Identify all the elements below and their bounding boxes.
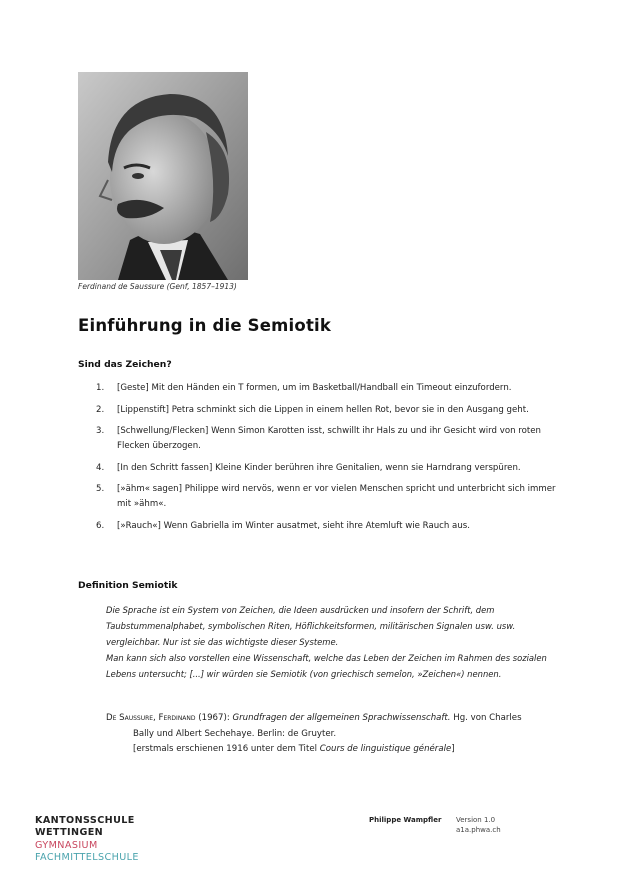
saussure-quote bbox=[106, 602, 556, 682]
list-item bbox=[96, 519, 566, 534]
reference-note-end: ] bbox=[451, 744, 455, 754]
question-list bbox=[96, 381, 566, 540]
footer-author: Philippe Wampfler bbox=[369, 816, 442, 824]
quote-paragraph-2: Man kann sich also vorstellen eine Wissenschaft, welche das Leben der Zeichen im Rahmen des sozialen Lebens untersucht; [...] wir würden sie Semiotik (von griechisch semeîon, »Zeichen«) nennen. bbox=[106, 653, 547, 679]
list-item bbox=[96, 424, 566, 454]
footer-version bbox=[456, 816, 501, 835]
reference-title: Grundfragen der allgemeinen Sprachwissenschaft. bbox=[232, 713, 451, 723]
list-number: 6. bbox=[96, 520, 105, 531]
list-number: 4. bbox=[96, 462, 105, 473]
list-item bbox=[96, 482, 566, 512]
bibliographic-reference bbox=[106, 711, 566, 758]
logo-line: WETTINGEN bbox=[35, 827, 104, 839]
questions-heading: Sind das Zeichen? bbox=[78, 359, 172, 370]
list-text: [Geste] Mit den Händen ein T formen, um im Basketball/Handball ein Timeout einzufordern. bbox=[117, 383, 512, 393]
list-text: [Schwellung/Flecken] Wenn Simon Karotten isst, schwillt ihr Hals zu und ihr Gesicht wird von roten Flecken überzogen. bbox=[117, 426, 541, 451]
portrait-caption: Ferdinand de Saussure (Genf, 1857–1913) bbox=[78, 282, 237, 291]
school-logo bbox=[35, 815, 139, 865]
list-number: 2. bbox=[96, 404, 105, 415]
portrait-image bbox=[78, 72, 248, 280]
list-item bbox=[96, 381, 566, 396]
version-label: Version 1.0 bbox=[456, 816, 496, 824]
reference-line-2: Bally und Albert Sechehaye. Berlin: de Gruyter. bbox=[133, 728, 337, 739]
list-item bbox=[96, 461, 566, 476]
definition-heading: Definition Semiotik bbox=[78, 580, 178, 591]
reference-publisher: Hg. von Charles bbox=[450, 713, 522, 723]
saussure-portrait bbox=[78, 72, 248, 280]
list-text: [Lippenstift] Petra schminkt sich die Lippen in einem hellen Rot, bevor sie in den Ausgang geht. bbox=[117, 404, 529, 415]
page-title: Einführung in die Semiotik bbox=[78, 316, 332, 335]
reference-year: (1967): bbox=[195, 713, 233, 723]
list-text: [In den Schritt fassen] Kleine Kinder berühren ihre Genitalien, wenn sie Harndrang verspüren. bbox=[117, 462, 521, 473]
list-item bbox=[96, 403, 566, 418]
reference-note: [erstmals erschienen 1916 unter dem Titel bbox=[133, 744, 320, 754]
list-number: 3. bbox=[96, 426, 105, 436]
list-number: 5. bbox=[96, 484, 105, 494]
logo-line-gymnasium: GYMNASIUM bbox=[35, 839, 98, 851]
reference-author: De Saussure, Ferdinand bbox=[106, 713, 196, 723]
list-text: [»ähm« sagen] Philippe wird nervös, wenn er vor vielen Menschen spricht und unterbricht sich immer mit »ähm«. bbox=[117, 484, 556, 509]
reference-original-title: Cours de linguistique générale bbox=[319, 744, 452, 754]
quote-paragraph-1: Die Sprache ist ein System von Zeichen, die Ideen ausdrücken und insofern der Schrift, dem Taubstummenalphabet, symbolischen Riten, Höflichkeitsformen, militärischen Signalen usw. usw. vergleichbar. Nur ist sie das wichtigste dieser Systeme. bbox=[106, 605, 516, 647]
list-number: 1. bbox=[96, 383, 105, 393]
site-link[interactable]: a1a.phwa.ch bbox=[456, 825, 501, 834]
logo-line-fachmittelschule: FACHMITTELSCHULE bbox=[35, 852, 139, 864]
list-text: [»Rauch«] Wenn Gabriella im Winter ausatmet, sieht ihre Atemluft wie Rauch aus. bbox=[117, 520, 470, 531]
logo-line: KANTONSSCHULE bbox=[35, 815, 135, 826]
